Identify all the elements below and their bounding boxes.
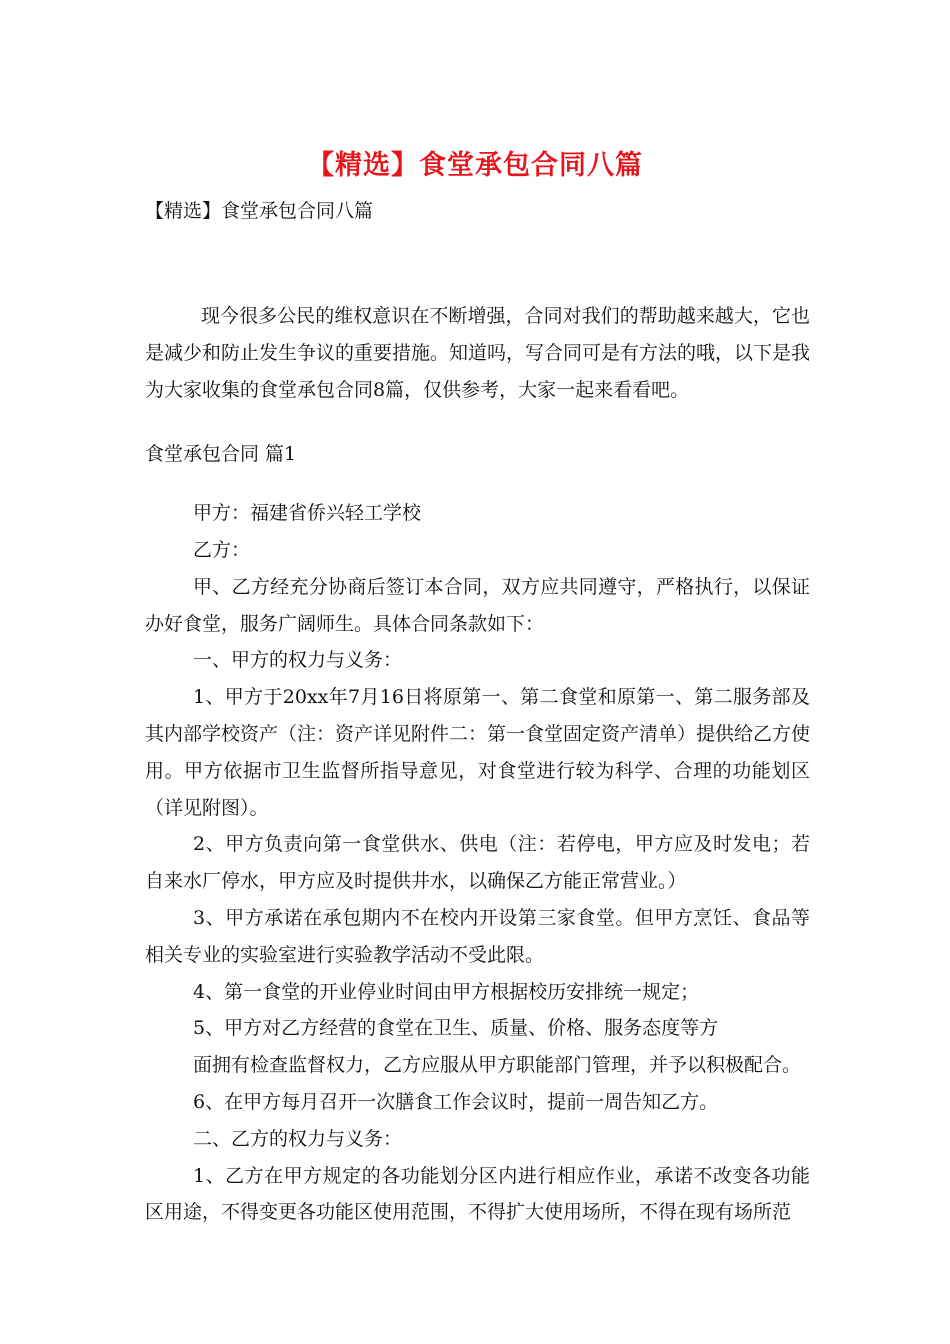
party-a-line: 甲方：福建省侨兴轻工学校 bbox=[193, 502, 422, 525]
intro-paragraph: 现今很多公民的维权意识在不断增强，合同对我们的帮助越来越大，它也是减少和防止发生争议的重要措施。知道吗，写合同可是有方法的哦，以下是我为大家收集的食堂承包合同8篇，仅供参考，大家一起来看看吧。 bbox=[145, 305, 811, 401]
party-b-line: 乙方： bbox=[193, 538, 251, 561]
document-subtitle: 【精选】食堂承包合同八篇 bbox=[145, 200, 374, 222]
contract-paragraph: 2、甲方负责向第一食堂供水、供电（注：若停电，甲方应及时发电；若自来水厂停水，甲方应及时提供井水，以确保乙方能正常营业。） bbox=[145, 833, 810, 893]
contract-paragraph: 3、甲方承诺在承包期内不在校内开设第三家食堂。但甲方烹饪、食品等相关专业的实验室进行实验教学活动不受此限。 bbox=[145, 906, 810, 966]
document-body bbox=[145, 298, 810, 1231]
section-heading: 食堂承包合同 篇1 bbox=[145, 443, 297, 466]
clause-heading: 一、甲方的权力与义务： bbox=[193, 649, 403, 672]
contract-paragraph: 6、在甲方每月召开一次膳食工作会议时，提前一周告知乙方。 bbox=[193, 1090, 719, 1113]
contract-paragraph: 1、甲方于20xx年7月16日将原第一、第二食堂和原第一、第二服务部及其内部学校资产（注：资产详见附件二：第一食堂固定资产清单）提供给乙方使用。甲方依据市卫生监督所指导意见，对食堂进行较为科学、合理的功能划区（详见附图）。 bbox=[145, 686, 811, 819]
contract-paragraph: 面拥有检查监督权力，乙方应服从甲方职能部门管理，并予以积极配合。 bbox=[193, 1054, 802, 1077]
contract-paragraph: 1、乙方在甲方规定的各功能划分区内进行相应作业，承诺不改变各功能区用途，不得变更各功能区使用范围，不得扩大使用场所，不得在现有场所范 bbox=[145, 1164, 810, 1224]
contract-paragraph: 甲、乙方经充分协商后签订本合同，双方应共同遵守，严格执行，以保证办好食堂，服务广阔师生。具体合同条款如下： bbox=[145, 575, 810, 635]
document-title: 【精选】食堂承包合同八篇 bbox=[307, 150, 643, 181]
contract-paragraph: 5、甲方对乙方经营的食堂在卫生、质量、价格、服务态度等方 bbox=[193, 1017, 719, 1040]
contract-paragraph: 4、第一食堂的开业停业时间由甲方根据校历安排统一规定； bbox=[193, 980, 700, 1003]
clause-heading: 二、乙方的权力与义务： bbox=[193, 1127, 403, 1150]
